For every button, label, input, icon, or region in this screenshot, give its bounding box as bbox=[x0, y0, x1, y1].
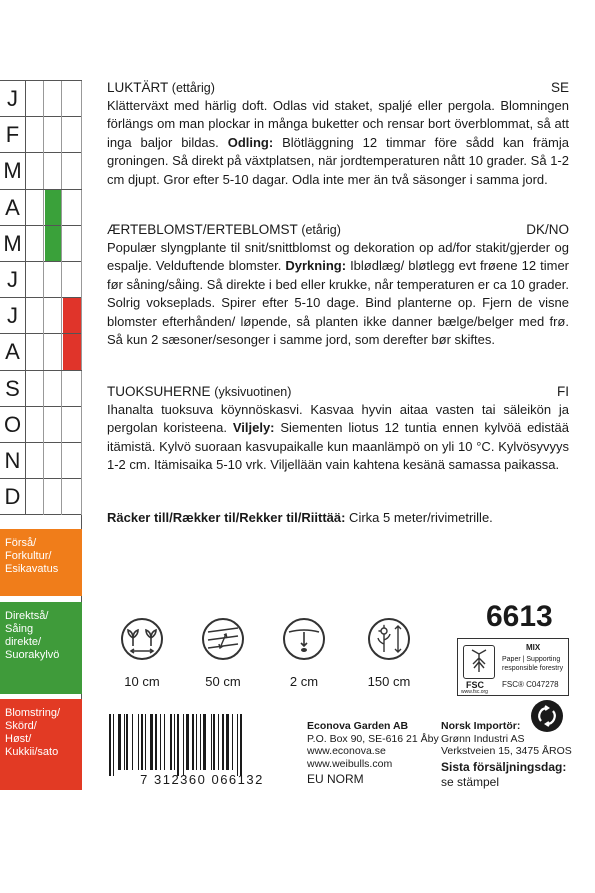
company-address: P.O. Box 90, SE-616 21 Åby bbox=[307, 732, 439, 745]
sowing-depth-label: 2 cm bbox=[289, 674, 319, 689]
calendar-row bbox=[0, 443, 82, 479]
calendar-row bbox=[0, 190, 82, 226]
plant-spacing-label: 10 cm bbox=[124, 674, 160, 689]
plant-height-icon bbox=[368, 618, 410, 660]
calendar-row bbox=[0, 298, 82, 334]
calendar-cell bbox=[26, 262, 44, 298]
calendar-row bbox=[0, 153, 82, 189]
importer-address: Verkstveien 15, 3475 ÅROS bbox=[441, 745, 572, 757]
calendar-row bbox=[0, 407, 82, 443]
calendar-cell bbox=[26, 371, 44, 407]
reach-value: Cirka 5 meter/rivimetrille. bbox=[345, 510, 493, 525]
fi-lang: FI bbox=[557, 384, 569, 399]
month-letter: N bbox=[0, 443, 26, 479]
calendar-row bbox=[0, 117, 82, 153]
calendar-cell bbox=[44, 407, 62, 443]
barcode-bar bbox=[183, 714, 184, 776]
fsc-mix: MIX bbox=[526, 643, 541, 652]
dk-title bbox=[107, 222, 341, 237]
calendar-cell bbox=[62, 117, 82, 153]
fi-text bbox=[107, 401, 569, 475]
company-info bbox=[307, 720, 439, 770]
fsc-code: FSC® C047278 bbox=[502, 680, 559, 689]
barcode-bar bbox=[150, 714, 153, 770]
calendar-bar bbox=[45, 226, 61, 261]
barcode-bar bbox=[196, 714, 197, 770]
fi-name: TUOKSUHERNE bbox=[107, 384, 211, 399]
fi-bold: Viljely: bbox=[232, 420, 275, 436]
calendar-cell bbox=[44, 443, 62, 479]
se-text-a: Klätterväxt med härlig doft. Odlas vid staket, spaljé eller pergola. Blomningen förlängs om man plockar in många buketter och rensar bort överblommat, så att inga baljor bildas. bbox=[107, 98, 569, 150]
se-text-b: Blötläggning 12 timmar före sådd kan främja groningen. Så direkt på växtplatsen, när jordtemperaturen nått 10 grader. Så 1-2 cm djupt. Gror efter 5-10 dagar. Odla inte mer än två säsonger i samma jord. bbox=[107, 134, 570, 187]
calendar-cell bbox=[62, 479, 82, 515]
calendar-row bbox=[0, 81, 82, 117]
month-letter: D bbox=[0, 479, 26, 515]
barcode-bar bbox=[192, 714, 194, 770]
sowing-depth bbox=[274, 618, 334, 689]
calendar-row bbox=[0, 226, 82, 262]
sowing-depth-icon bbox=[283, 618, 325, 660]
month-letter: A bbox=[0, 190, 26, 226]
month-letter: A bbox=[0, 334, 26, 370]
barcode-bar bbox=[203, 714, 206, 770]
calendar-cell bbox=[44, 298, 62, 334]
barcode-bar bbox=[237, 714, 238, 776]
calendar-cell bbox=[26, 190, 44, 226]
se-lang: SE bbox=[550, 80, 569, 95]
company-web-1: www.econova.se bbox=[307, 745, 386, 757]
barcode-bar bbox=[132, 714, 133, 770]
legend-direct: Direktså/ Såing direkte/ Suorakylvö bbox=[0, 602, 82, 694]
month-letter: J bbox=[0, 298, 26, 334]
se-name: LUKTÄRT bbox=[107, 80, 169, 95]
barcode-bar bbox=[124, 714, 125, 770]
calendar-cell bbox=[26, 334, 44, 370]
barcode bbox=[107, 714, 297, 772]
calendar-cell bbox=[26, 81, 44, 117]
barcode-bar bbox=[211, 714, 212, 770]
calendar-cell bbox=[44, 81, 62, 117]
fsc-line2: responsible forestry bbox=[502, 665, 564, 672]
fsc-line1: Paper | Supporting bbox=[502, 656, 561, 663]
barcode-bar bbox=[240, 714, 242, 776]
plant-height bbox=[359, 618, 419, 689]
calendar-cell bbox=[62, 153, 82, 189]
calendar-cell bbox=[44, 262, 62, 298]
dk-text-b: Iblødlæg/ bløtlegg evt frøene 12 timer før såning/såing. Så direkte i bed eller krukke, når temperaturen er ca 10 grader. Solrig vokseplads. Spirer efter 5-10 dage. Bind planterne op. Fjern de visne blomster efterhånden/ løpende, så planten ikke danner bælge/belger med frø. Så kun 2 sæsoner/sesonger i samme jord, som derefter bør skiftes. bbox=[107, 258, 569, 348]
row-spacing-label: 50 cm bbox=[205, 674, 241, 689]
barcode-bar bbox=[218, 714, 219, 770]
plant-spacing bbox=[112, 618, 172, 689]
calendar-cell bbox=[26, 407, 44, 443]
calendar-cell bbox=[26, 153, 44, 189]
calendar-cell bbox=[26, 117, 44, 153]
barcode-bar bbox=[138, 714, 139, 770]
se-title bbox=[107, 80, 215, 95]
calendar-bar bbox=[63, 298, 81, 333]
dk-text bbox=[107, 239, 569, 349]
calendar-cell bbox=[62, 262, 82, 298]
barcode-bar bbox=[141, 714, 143, 770]
calendar-cell bbox=[44, 117, 62, 153]
se-subtitle: (ettårig) bbox=[171, 81, 215, 95]
calendar-cell bbox=[26, 479, 44, 515]
fi-text-b: Siementen liotus 12 tuntia ennen kylvöä edistää itämistä. Kylvö suoraan kasvupaikalle kun maanlämpö on yli 10 °C. Kylvösyvyys 1-2 cm. Itämisaika 5-10 vrk. Viljellään vain kahtena kesänä samassa paikassa. bbox=[107, 420, 569, 473]
barcode-bar bbox=[213, 714, 215, 770]
barcode-bar bbox=[118, 714, 121, 770]
fsc-tree-icon bbox=[463, 645, 495, 679]
fsc-label bbox=[457, 638, 569, 696]
calendar-row bbox=[0, 371, 82, 407]
importer-info bbox=[441, 720, 581, 758]
dk-bold: Dyrkning: bbox=[285, 258, 347, 274]
legend-indoor: Förså/ Forkultur/ Esikavatus bbox=[0, 529, 82, 596]
month-letter: M bbox=[0, 226, 26, 262]
company-name: Econova Garden AB bbox=[307, 720, 409, 732]
row-spacing-icon bbox=[202, 618, 244, 660]
calendar-bar bbox=[63, 334, 81, 369]
plant-height-label: 150 cm bbox=[367, 674, 411, 689]
reach-bold: Räcker till/Rækker til/Rekker til/Riittää: bbox=[107, 510, 346, 525]
calendar-cell bbox=[62, 81, 82, 117]
calendar-cell bbox=[44, 371, 62, 407]
dk-lang: DK/NO bbox=[526, 222, 569, 237]
barcode-bar bbox=[222, 714, 224, 770]
month-letter: J bbox=[0, 81, 26, 117]
se-text bbox=[107, 97, 569, 189]
article-number: 6613 bbox=[486, 600, 553, 633]
barcode-bar bbox=[126, 714, 128, 770]
dk-subtitle: (etårig) bbox=[301, 223, 341, 237]
barcode-bar bbox=[109, 714, 111, 776]
month-letter: J bbox=[0, 262, 26, 298]
barcode-bar bbox=[174, 714, 175, 770]
calendar-cell bbox=[44, 334, 62, 370]
sales-info bbox=[441, 760, 566, 790]
barcode-bar bbox=[155, 714, 157, 770]
month-letter: F bbox=[0, 117, 26, 153]
month-letter: M bbox=[0, 153, 26, 189]
month-letter: O bbox=[0, 407, 26, 443]
calendar-bar bbox=[45, 190, 61, 225]
reach-text bbox=[107, 509, 569, 527]
calendar-cell bbox=[62, 407, 82, 443]
plant-spacing-icon bbox=[121, 618, 163, 660]
importer-name: Grønn Industri AS bbox=[441, 732, 525, 745]
calendar-cell bbox=[62, 190, 82, 226]
barcode-bar bbox=[170, 714, 172, 770]
row-spacing bbox=[193, 618, 253, 689]
barcode-bar bbox=[232, 714, 233, 770]
barcode-bar bbox=[226, 714, 229, 770]
fi-text-a: Ihanalta tuoksuva köynnöskasvi. Kasvaa hyvin aitaa vasten tai säleikön ja pergolan koristeena. bbox=[107, 402, 569, 436]
barcode-bar bbox=[145, 714, 146, 770]
sales-title: Sista försäljningsdag: bbox=[441, 760, 567, 774]
se-bold: Odling: bbox=[227, 134, 274, 150]
calendar-cell bbox=[44, 479, 62, 515]
fsc-url: www.fsc.org bbox=[461, 689, 488, 695]
fi-subtitle: (yksivuotinen) bbox=[214, 385, 292, 399]
eu-norm: EU NORM bbox=[307, 772, 364, 786]
month-letter: S bbox=[0, 371, 26, 407]
sales-value: se stämpel bbox=[441, 775, 500, 789]
barcode-bar bbox=[186, 714, 189, 770]
calendar-cell bbox=[26, 226, 44, 262]
barcode-bar bbox=[177, 714, 179, 776]
calendar-cell bbox=[26, 298, 44, 334]
company-web-2: www.weibulls.com bbox=[307, 757, 393, 770]
calendar-cell bbox=[44, 153, 62, 189]
fsc-logo-text: FSC bbox=[466, 680, 484, 690]
importer-title: Norsk Importör: bbox=[441, 720, 521, 732]
calendar-row bbox=[0, 334, 82, 370]
calendar-row bbox=[0, 262, 82, 298]
barcode-number: 7 312360 066132 bbox=[140, 772, 264, 787]
calendar-cell bbox=[62, 371, 82, 407]
calendar-cell bbox=[26, 443, 44, 479]
calendar-cell bbox=[62, 226, 82, 262]
barcode-bar bbox=[160, 714, 161, 770]
fi-title bbox=[107, 384, 291, 399]
barcode-bar bbox=[200, 714, 201, 770]
dk-name: ÆRTEBLOMST/ERTEBLOMST bbox=[107, 222, 298, 237]
dk-text-a: Populær slyngplante til snit/snittblomst og dekoration op ad/for stakit/gjerder og espalje. Velduftende blomster. bbox=[107, 240, 569, 274]
calendar-cell bbox=[62, 443, 82, 479]
barcode-bar bbox=[164, 714, 165, 770]
legend-bloom: Blomstring/ Skörd/ Høst/ Kukkii/sato bbox=[0, 699, 82, 790]
calendar-row bbox=[0, 479, 82, 515]
barcode-bar bbox=[113, 714, 114, 776]
